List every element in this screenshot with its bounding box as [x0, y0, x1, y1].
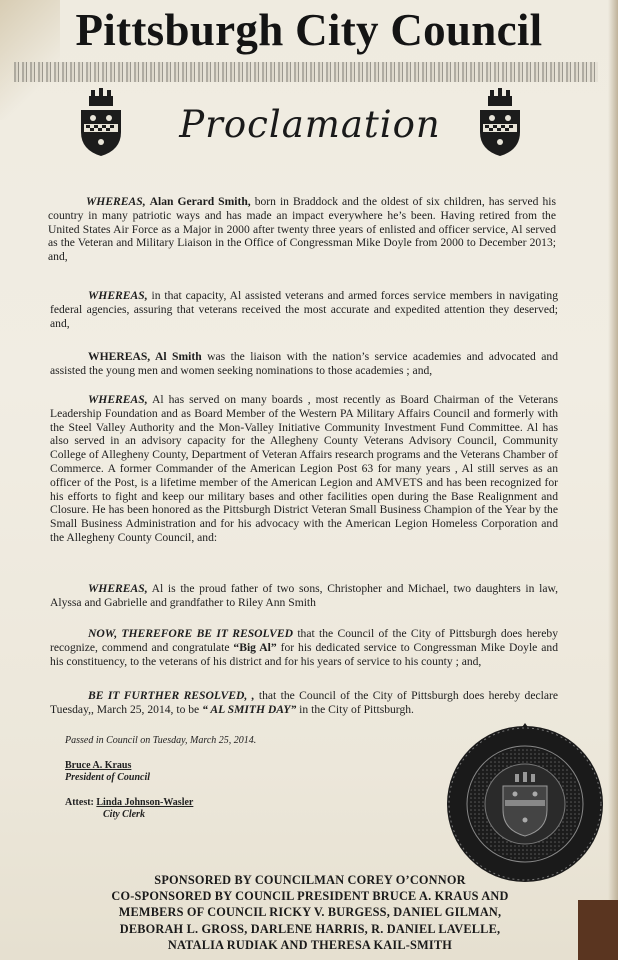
paragraph-text: in the City of Pittsburgh.	[296, 702, 414, 716]
paragraph-text: born in Braddock and the oldest of six children, has served his country in many patriotic ways and has made an impact everywhere he’s been. Having retired from the United States Air Force as a Major in 2000 after twenty three years of enlisted and officer service, Al served as the Veteran and Military Liaison in the Office of Congressman Mike Doyle from 2000 to December 2013; and,	[48, 195, 556, 264]
president-name: Bruce A. Kraus	[65, 760, 132, 771]
proclamation-heading: Proclamation	[179, 103, 441, 146]
sponsor-line: MEMBERS OF COUNCIL RICKY V. BURGESS, DANIEL GILMAN,	[118, 905, 502, 920]
whereas-paragraph-5	[50, 582, 558, 610]
paragraph-text: was the liaison with the nation’s service academies and advocated and assisted the young men and women seeking nominations to those academies ; and,	[50, 350, 558, 377]
clerk-signature	[65, 797, 193, 821]
sponsor-line: CO-SPONSORED BY COUNCIL PRESIDENT BRUCE A. KRAUS AND	[111, 889, 509, 904]
whereas-paragraph-4	[50, 393, 558, 545]
paragraph-lead: BE IT FURTHER RESOLVED, ,	[88, 689, 255, 702]
paragraph-lead: NOW, THEREFORE BE IT RESOLVED	[88, 627, 294, 640]
passed-date: Passed in Council on Tuesday, March 25, 2014.	[65, 735, 257, 746]
president-signature	[65, 760, 150, 784]
clerk-name: Linda Johnson-Wasler	[96, 797, 194, 808]
city-crest-icon	[477, 88, 523, 158]
paragraph-text: that the Council of the City of Pittsburgh does hereby declare Tuesday,, March 25, 2014, to be	[50, 689, 558, 716]
decorative-band	[14, 62, 598, 82]
paragraph-lead: WHEREAS,	[88, 393, 148, 406]
paragraph-lead: WHEREAS,	[86, 195, 146, 208]
sponsor-line: NATALIA RUDIAK AND THERESA KAIL-SMITH	[167, 937, 453, 952]
president-role: President of Council	[65, 772, 151, 783]
city-seal-icon	[443, 722, 607, 886]
clerk-role: City Clerk	[103, 809, 145, 820]
whereas-paragraph-2	[50, 289, 558, 330]
paragraph-text: Al has served on many boards , most recently as Board Chairman of the Veterans Leadership Foundation and as Board Member of the Western PA Military Affairs Council and formerly with the Steel Valley Authority and the Mon-Valley Initiative Community Investment Fund Committee. Al has also served in an advisory capacity for the Allegheny County Veterans Advisory Council, Community College of Allegheny County, Department of Veteran Affairs research programs and the Veterans Chamber of Commerce. A former Commander of the American Legion Post 63 for many years , Al still serves as an officer of the Post, is a lifetime member of the American Legion and AMVETS and has been recognized for his efforts to fight and keep our military bases and other facilities open during the Base Realignment and Closure. He has been honored as the Pittsburgh District Veteran Small Business Champion of the Year by the Small Business Administration and for his advocacy with the American Legion Homeless Corporation and the Allegheny County Council, and:	[50, 393, 558, 544]
sponsors-block	[20, 872, 600, 953]
honor-day: “ AL SMITH DAY”	[202, 702, 297, 716]
paragraph-lead: WHEREAS, Al Smith	[88, 350, 202, 363]
paragraph-text: for his dedicated service to Congressman Mike Doyle and his constituency, to the veterans of his district and for his years of service to his county ; and,	[50, 640, 558, 668]
whereas-paragraph-1	[48, 195, 556, 264]
paragraph-lead: WHEREAS,	[88, 289, 148, 302]
paragraph-text: Al is the proud father of two sons, Christopher and Michael, two daughters in law, Alyssa and Gabrielle and grandfather to Riley Ann Smith	[50, 582, 558, 609]
further-resolved-paragraph	[50, 689, 558, 717]
paragraph-text: in that capacity, Al assisted veterans and armed forces service members in navigating federal agencies, assuring that veterans received the most accurate and expedited attention they deserved; and,	[50, 289, 558, 330]
attest-label: Attest:	[65, 797, 94, 808]
honoree-nickname: “Big Al”	[233, 640, 277, 654]
city-crest-icon	[78, 88, 124, 158]
sponsor-line: SPONSORED BY COUNCILMAN COREY O’CONNOR	[154, 873, 466, 887]
sponsor-line: DEBORAH L. GROSS, DARLENE HARRIS, R. DANIEL LAVELLE,	[119, 921, 501, 936]
council-title: Pittsburgh City Council	[75, 5, 543, 55]
resolved-paragraph	[50, 627, 558, 668]
paragraph-text: that the Council of the City of Pittsburgh does hereby recognize, commend and congratulate	[50, 627, 558, 654]
honoree-name: Alan Gerard Smith,	[149, 195, 251, 208]
paper-edge-shadow	[608, 0, 618, 960]
paragraph-lead: WHEREAS,	[88, 582, 148, 595]
whereas-paragraph-3	[50, 350, 558, 378]
